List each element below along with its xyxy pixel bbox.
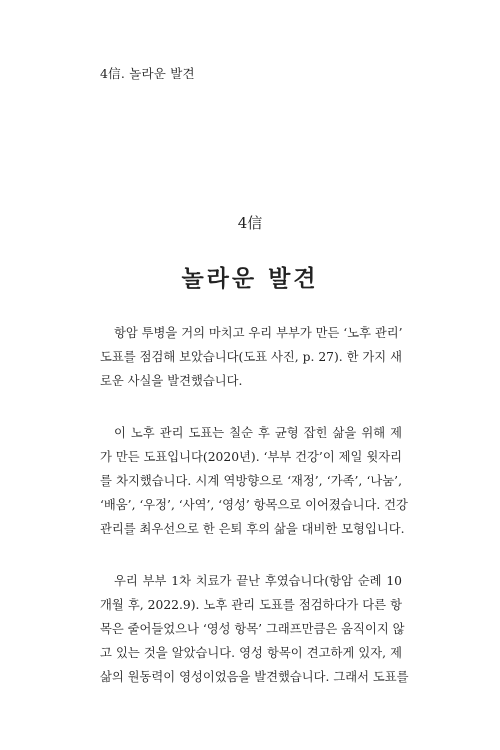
text-line: 로운 사실을 발견했습니다. (100, 374, 243, 388)
paragraph-2 (100, 421, 408, 541)
chapter-number: 4信 (237, 214, 263, 232)
running-header: 4信. 놀라운 발견 (100, 66, 195, 81)
text-line: 개월 후, 2022.9). 노후 관리 도표를 점검하다가 다른 항 (100, 598, 402, 612)
paragraph-1 (100, 321, 402, 393)
paragraph-3 (100, 569, 409, 689)
text-line: ‘배움’, ‘우정’, ‘사역’, ‘영성’ 항목으로 이어졌습니다. 건강 (100, 498, 408, 512)
text-line: 항암 투병을 거의 마치고 우리 부부가 만든 ‘노후 관리’ (114, 326, 403, 340)
text-line: 이 노후 관리 도표는 칠순 후 균형 잡힌 삶을 위해 제 (114, 426, 402, 440)
text-line: 우리 부부 1차 치료가 끝난 후였습니다(항암 순례 10 (114, 574, 402, 588)
body-text (100, 321, 409, 717)
text-line: 고 있는 것을 알았습니다. 영성 항목이 견고하게 있자, 제 (100, 646, 402, 660)
text-line: 목은 줄어들었으나 ‘영성 항목’ 그래프만큼은 움직이지 않 (100, 622, 405, 636)
text-line: 삶의 원동력이 영성이었음을 발견했습니다. 그래서 도표를 (100, 670, 409, 684)
text-line: 가 만든 도표입니다(2020년). ‘부부 건강’이 제일 윗자리 (100, 450, 402, 464)
text-line: 를 차지했습니다. 시계 역방향으로 ‘재정’, ‘가족’, ‘나눔’, (100, 474, 402, 488)
text-line: 도표를 점검해 보았습니다(도표 사진, p. 27). 한 가지 새 (100, 350, 402, 364)
text-line: 관리를 최우선으로 한 은퇴 후의 삶을 대비한 모형입니다. (100, 522, 405, 536)
chapter-title: 놀라운 발견 (181, 266, 319, 292)
